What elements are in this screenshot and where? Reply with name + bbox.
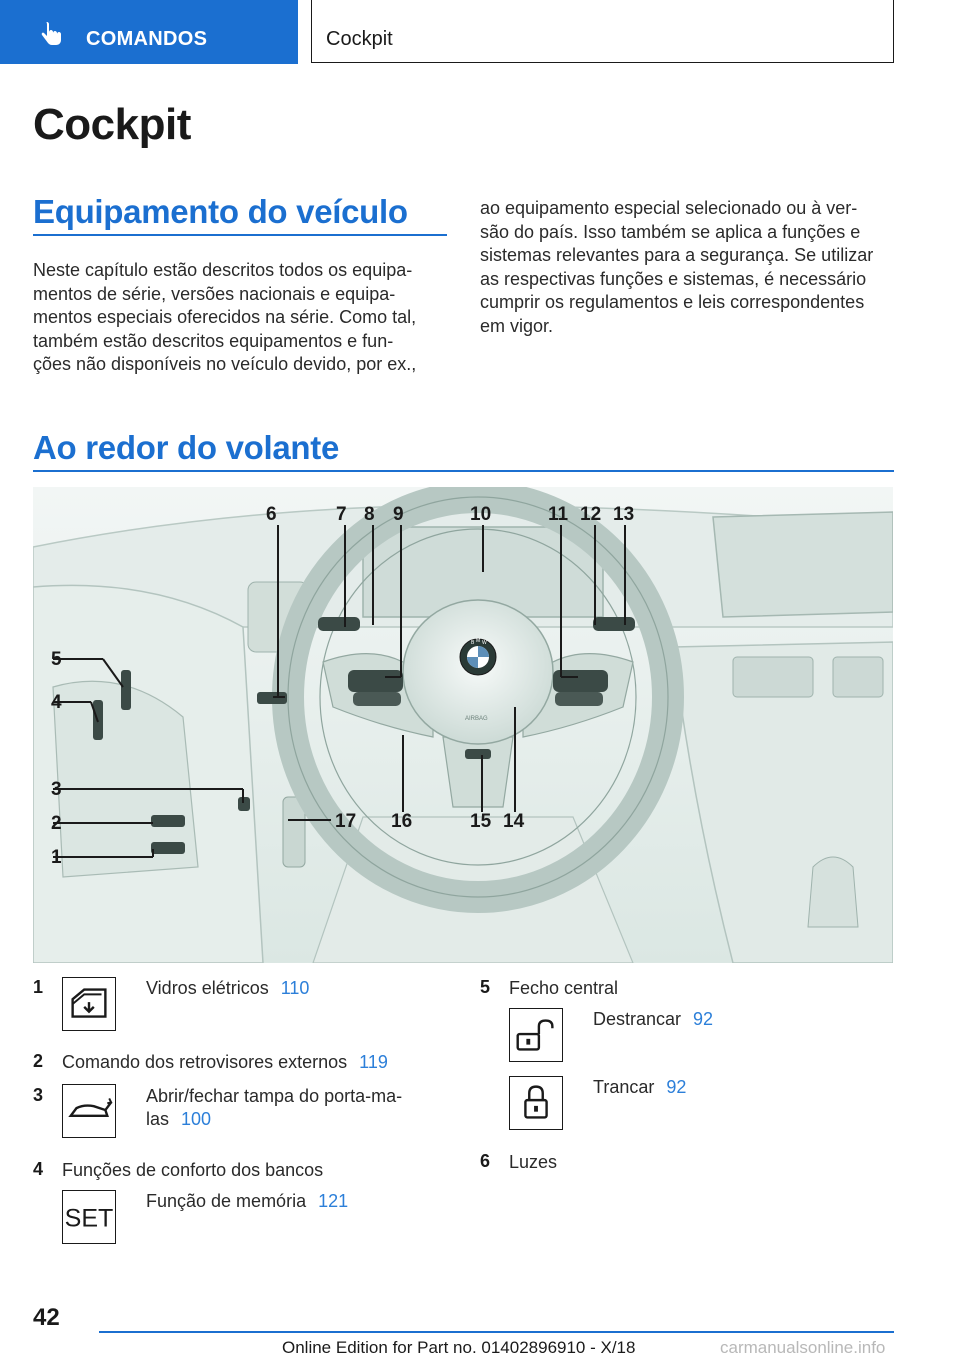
page-reference[interactable]: 110 [280, 978, 310, 998]
bmw-letter: B [471, 640, 475, 646]
page-reference[interactable]: 92 [693, 1009, 714, 1029]
section-header-label: Cockpit [326, 28, 393, 50]
steering-wheel-diagram [33, 487, 893, 963]
page-reference[interactable]: 121 [318, 1191, 349, 1211]
airbag-text: AIRBAG [465, 716, 488, 722]
watermark: carmanualsonline.info [720, 1338, 886, 1357]
intro-column-2: ao equipamento especial selecionado ou à ver- são do país. Isso também se aplica a funções e sistemas relevantes para a segurança. Se utilizar as respectivas funções e sistemas, é necessário cumprir os regulamentos e leis correspondentes em vigor. [480, 198, 874, 336]
bmw-letter: W [482, 640, 487, 646]
section-rule [33, 234, 447, 236]
hand-pointer-icon [38, 22, 64, 48]
callout-6: 6 [266, 504, 277, 525]
cockpit-illustration [33, 487, 893, 963]
legend-item-4: Funções de conforto dos bancos [62, 1160, 324, 1180]
callout-16: 16 [391, 811, 413, 832]
section-title-volante: Ao redor do volante [33, 429, 339, 466]
legend-subitem-memory: Função de memória 121 [146, 1191, 349, 1211]
callout-4: 4 [51, 692, 62, 713]
callout-13: 13 [613, 504, 635, 525]
callout-7: 7 [336, 504, 347, 525]
chapter-label: COMANDOS [86, 28, 208, 50]
callout-14: 14 [503, 811, 525, 832]
item-number: 5 [480, 977, 491, 997]
callout-11: 11 [548, 504, 569, 525]
bmw-letter: M [476, 638, 481, 644]
callout-10: 10 [470, 504, 492, 525]
svg-text:SET: SET [64, 1204, 114, 1233]
section-header [311, 0, 894, 63]
chapter-tab [0, 0, 298, 64]
legend-item-1: Vidros elétricos 110 [146, 978, 310, 998]
legend-subitem-lock: Trancar 92 [593, 1077, 687, 1097]
item-number: 1 [33, 977, 44, 997]
lock-icon [509, 1076, 563, 1130]
item-number: 3 [33, 1085, 44, 1105]
section-rule [33, 470, 894, 472]
legend-item-2: Comando dos retrovisores externos 119 [62, 1052, 388, 1072]
window-icon [62, 977, 116, 1031]
callout-12: 12 [580, 504, 602, 525]
legend-item-3: Abrir/fechar tampa do porta-ma- las 100 [146, 1086, 403, 1129]
trunk-icon [62, 1084, 116, 1138]
callout-5: 5 [51, 649, 62, 670]
page-reference[interactable]: 92 [666, 1077, 687, 1097]
legend-subitem-unlock: Destrancar 92 [593, 1009, 714, 1029]
unlock-icon [509, 1008, 563, 1062]
item-number: 4 [33, 1159, 44, 1179]
set-button-icon [62, 1190, 116, 1244]
callout-15: 15 [470, 811, 492, 832]
page-reference[interactable]: 119 [359, 1052, 388, 1072]
section-title-equipamento: Equipamento do veículo [33, 193, 408, 230]
item-number: 2 [33, 1051, 44, 1071]
callout-8: 8 [364, 504, 375, 525]
callout-1: 1 [51, 847, 62, 868]
legend-item-5: Fecho central [509, 978, 619, 998]
callout-9: 9 [393, 504, 404, 525]
legend-item-6: Luzes [509, 1152, 558, 1172]
callout-2: 2 [51, 813, 62, 834]
intro-column-1: Neste capítulo estão descritos todos os equipa- mentos de série, versões nacionais e equipa- mentos especiais oferecidos na série. Como tal, também estão descritos equipamentos e fun- ções não disponíveis no veículo devido, por ex., [33, 260, 417, 374]
callout-17: 17 [335, 811, 357, 832]
page-number: 42 [33, 1304, 60, 1331]
item-number: 6 [480, 1151, 491, 1171]
callout-3: 3 [51, 779, 62, 800]
page-title: Cockpit [33, 100, 191, 149]
footer-rule [99, 1331, 894, 1333]
edition-info: Online Edition for Part no. 01402896910 - X/18 [282, 1338, 636, 1357]
page-reference[interactable]: 100 [181, 1109, 212, 1129]
